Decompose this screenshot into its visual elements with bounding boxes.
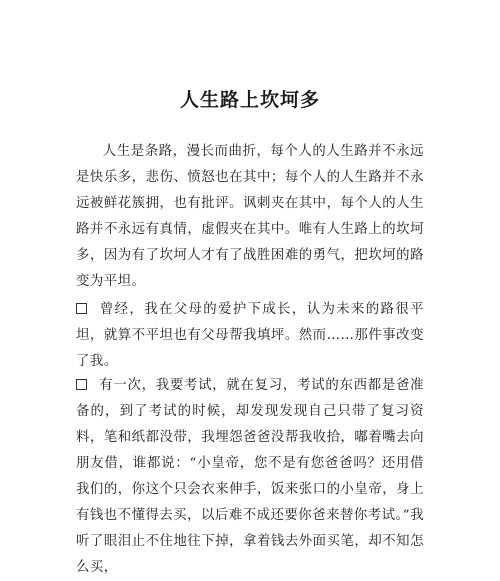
- paragraph-2: [76, 297, 424, 375]
- paragraph-1-text: 人生是条路，漫长而曲折，每个人的人生路并不永远是快乐多，悲伤、愤怒也在其中；每个人的人生路并不永远被鲜花簇拥，也有批评。讽刺夹在其中，每个人的人生路并不永远有真情，虚假夹在其中。唯有人生路上的坎坷多，因为有了坎坷人才有了战胜困难的勇气，把坎坷的路变为平坦。: [76, 144, 424, 289]
- paragraph-1: [76, 139, 424, 295]
- box-icon: [76, 379, 87, 390]
- paragraph-3: [76, 373, 424, 581]
- paragraph-2-text: 曾经，我在父母的爱护下成长，认为未来的路很平坦，就算不平坦也有父母帮我填坪。然而……那件事改变了我。: [76, 302, 424, 369]
- paragraph-3-text: 有一次，我要考试，就在复习，考试的东西都是爸准备的，到了考试的时候，却发现发现自己只带了复习资料，笔和纸都没带，我埋怨爸爸没帮我收拾，嘟着嘴去向朋友借，谁都说：“小皇帝，您不是有您爸爸吗？还用借我们的，你这个只会衣来伸手，饭来张口的小皇帝，身上有钱也不懂得去买，以后难不成还要你爸来替你考试。”我听了眼泪止不住地往下掉，拿着钱去外面买笔，却不知怎么买，: [76, 378, 424, 575]
- box-icon: [76, 303, 87, 314]
- paragraph-2-text-wrap: [76, 297, 424, 375]
- paragraph-3-text-wrap: [76, 373, 424, 581]
- document-title: 人生路上坎坷多: [179, 89, 320, 111]
